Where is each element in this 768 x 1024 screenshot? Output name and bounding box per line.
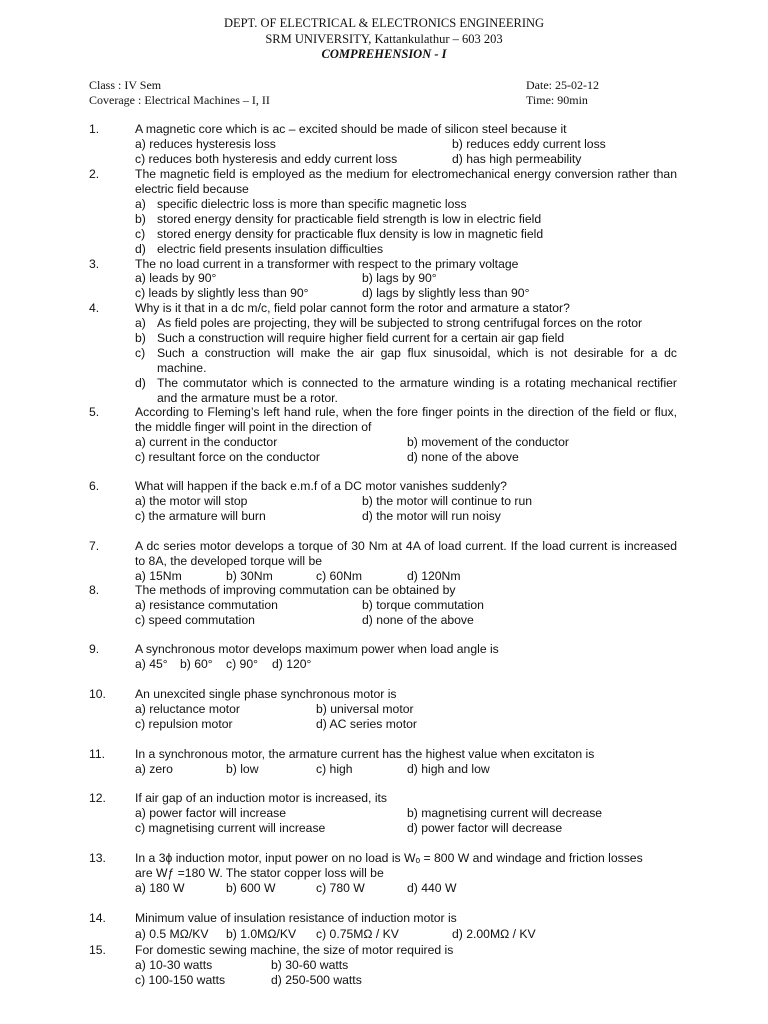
option-label: c) — [135, 227, 146, 241]
option-c: c) 0.75MΩ / KV — [316, 927, 399, 941]
question-number: 14. — [89, 911, 106, 925]
question-number: 12. — [89, 791, 106, 805]
question-number: 9. — [89, 642, 100, 656]
question-number: 8. — [89, 583, 100, 597]
option-c: c) speed commutation — [135, 613, 255, 627]
option-d: d) 2.00MΩ / KV — [452, 927, 536, 941]
question-text: The magnetic field is employed as the medium for electromechanical energy conversion rather than electric field because — [135, 167, 677, 196]
option-a: a) 15Nm — [135, 569, 182, 583]
time-info: Time: 90min — [526, 93, 588, 107]
option-d: d) power factor will decrease — [407, 821, 563, 835]
option-d: d) 120° — [272, 657, 312, 671]
option-b: b) 1.0MΩ/KV — [226, 927, 297, 941]
option-b: b) low — [226, 762, 259, 776]
option-c: Such a construction will make the air gap flux sinusoidal, which is not desirable for a dc machine. — [157, 346, 677, 375]
option-b: b) reduces eddy current loss — [452, 137, 606, 151]
question-number: 10. — [89, 687, 106, 701]
option-a: As field poles are projecting, they will be subjected to strong centrifugal forces on the rotor — [157, 316, 643, 330]
option-c: c) resultant force on the conductor — [135, 450, 320, 464]
question-number: 3. — [89, 257, 100, 271]
university-heading: SRM UNIVERSITY, Kattankulathur – 603 203 — [265, 32, 503, 46]
option-d: d) 440 W — [407, 881, 457, 895]
question-text: What will happen if the back e.m.f of a DC motor vanishes suddenly? — [135, 479, 507, 493]
option-c: c) leads by slightly less than 90° — [135, 286, 309, 300]
option-c: c) 780 W — [316, 881, 365, 895]
question-text: The methods of improving commutation can be obtained by — [135, 583, 456, 597]
option-c: c) the armature will burn — [135, 509, 266, 523]
option-c: stored energy density for practicable flux density is low in magnetic field — [157, 227, 544, 241]
option-b: b) universal motor — [316, 702, 414, 716]
option-b: b) 30Nm — [226, 569, 273, 583]
option-a: a) 10-30 watts — [135, 958, 213, 972]
option-b: b) 60° — [180, 657, 213, 671]
option-d: d) 250-500 watts — [271, 973, 362, 987]
question-number: 1. — [89, 122, 100, 136]
option-c: c) repulsion motor — [135, 717, 233, 731]
option-b: b) magnetising current will decrease — [407, 806, 603, 820]
question-text-line-1: In a 3ϕ induction motor, input power on no load is Wₒ = 800 W and windage and friction losses — [135, 851, 643, 865]
option-b: b) the motor will continue to run — [362, 494, 533, 508]
option-label: c) — [135, 346, 146, 360]
question-text: A synchronous motor develops maximum power when load angle is — [135, 642, 499, 656]
question-number: 11. — [89, 747, 106, 761]
question-text: A magnetic core which is ac – excited should be made of silicon steel because it — [135, 122, 567, 136]
option-d: d) the motor will run noisy — [362, 509, 501, 523]
question-text: Why is it that in a dc m/c, field polar cannot form the rotor and armature a stator? — [135, 301, 570, 315]
question-text: An unexcited single phase synchronous motor is — [135, 687, 397, 701]
option-d: d) AC series motor — [316, 717, 417, 731]
question-number: 13. — [89, 851, 106, 865]
class-info: Class : IV Sem — [89, 78, 162, 92]
option-b: b) torque commutation — [362, 598, 484, 612]
option-a: a) leads by 90° — [135, 271, 217, 285]
option-a: a) the motor will stop — [135, 494, 248, 508]
option-c: c) reduces both hysteresis and eddy current loss — [135, 152, 398, 166]
option-c: c) high — [316, 762, 353, 776]
question-text: For domestic sewing machine, the size of motor required is — [135, 943, 454, 957]
question-text: According to Fleming’s left hand rule, when the fore finger points in the direction of the field or flux, the middle finger will point in the direction of — [135, 405, 677, 434]
option-a: a) resistance commutation — [135, 598, 278, 612]
option-d: The commutator which is connected to the armature winding is a rotating mechanical rectifier and the armature must be a rotor. — [157, 376, 677, 405]
question-text: In a synchronous motor, the armature current has the highest value when excitaton is — [135, 747, 595, 761]
question-number: 2. — [89, 167, 100, 181]
option-b: b) lags by 90° — [362, 271, 437, 285]
department-heading: DEPT. OF ELECTRICAL & ELECTRONICS ENGINEERING — [223, 16, 545, 30]
option-d: d) none of the above — [407, 450, 519, 464]
question-text: The no load current in a transformer with respect to the primary voltage — [135, 257, 519, 271]
option-b: b) movement of the conductor — [407, 435, 569, 449]
option-c: c) 60Nm — [316, 569, 363, 583]
option-a: a) current in the conductor — [135, 435, 278, 449]
option-label: d) — [135, 242, 146, 256]
option-a: a) reduces hysteresis loss — [135, 137, 276, 151]
option-d: electric field presents insulation difficulties — [157, 242, 384, 256]
date-info: Date: 25-02-12 — [526, 78, 599, 92]
option-c: c) 90° — [226, 657, 258, 671]
question-number: 7. — [89, 539, 100, 553]
coverage-info: Coverage : Electrical Machines – I, II — [89, 93, 270, 107]
option-label: b) — [135, 331, 146, 345]
option-a: a) 0.5 MΩ/KV — [135, 927, 209, 941]
question-text: Minimum value of insulation resistance of induction motor is — [135, 911, 457, 925]
option-b: Such a construction will require higher field current for a certain air gap field — [157, 331, 565, 345]
option-c: c) 100-150 watts — [135, 973, 226, 987]
question-text: A dc series motor develops a torque of 30 Nm at 4A of load current. If the load current is increased to 8A, the developed torque will be — [135, 539, 677, 568]
option-b: b) 600 W — [226, 881, 276, 895]
option-a: a) power factor will increase — [135, 806, 287, 820]
option-b: stored energy density for practicable field strength is low in electric field — [157, 212, 542, 226]
option-d: d) has high permeability — [452, 152, 582, 166]
option-a: specific dielectric loss is more than specific magnetic loss — [157, 197, 467, 211]
option-label: b) — [135, 212, 146, 226]
option-label: a) — [135, 316, 146, 330]
option-a: a) reluctance motor — [135, 702, 240, 716]
option-label: d) — [135, 376, 146, 390]
paper-title: COMPREHENSION - I — [321, 47, 447, 61]
question-number: 15. — [89, 943, 106, 957]
question-text: If air gap of an induction motor is increased, its — [135, 791, 388, 805]
option-d: d) 120Nm — [407, 569, 461, 583]
option-a: a) 180 W — [135, 881, 185, 895]
option-b: b) 30-60 watts — [271, 958, 349, 972]
question-number: 4. — [89, 301, 100, 315]
option-d: d) none of the above — [362, 613, 474, 627]
question-text-line-2: are Wƒ =180 W. The stator copper loss will be — [135, 866, 384, 880]
option-a: a) zero — [135, 762, 173, 776]
question-number: 5. — [89, 405, 100, 419]
option-a: a) 45° — [135, 657, 168, 671]
option-c: c) magnetising current will increase — [135, 821, 326, 835]
question-number: 6. — [89, 479, 100, 493]
option-label: a) — [135, 197, 146, 211]
option-d: d) lags by slightly less than 90° — [362, 286, 530, 300]
option-d: d) high and low — [407, 762, 490, 776]
